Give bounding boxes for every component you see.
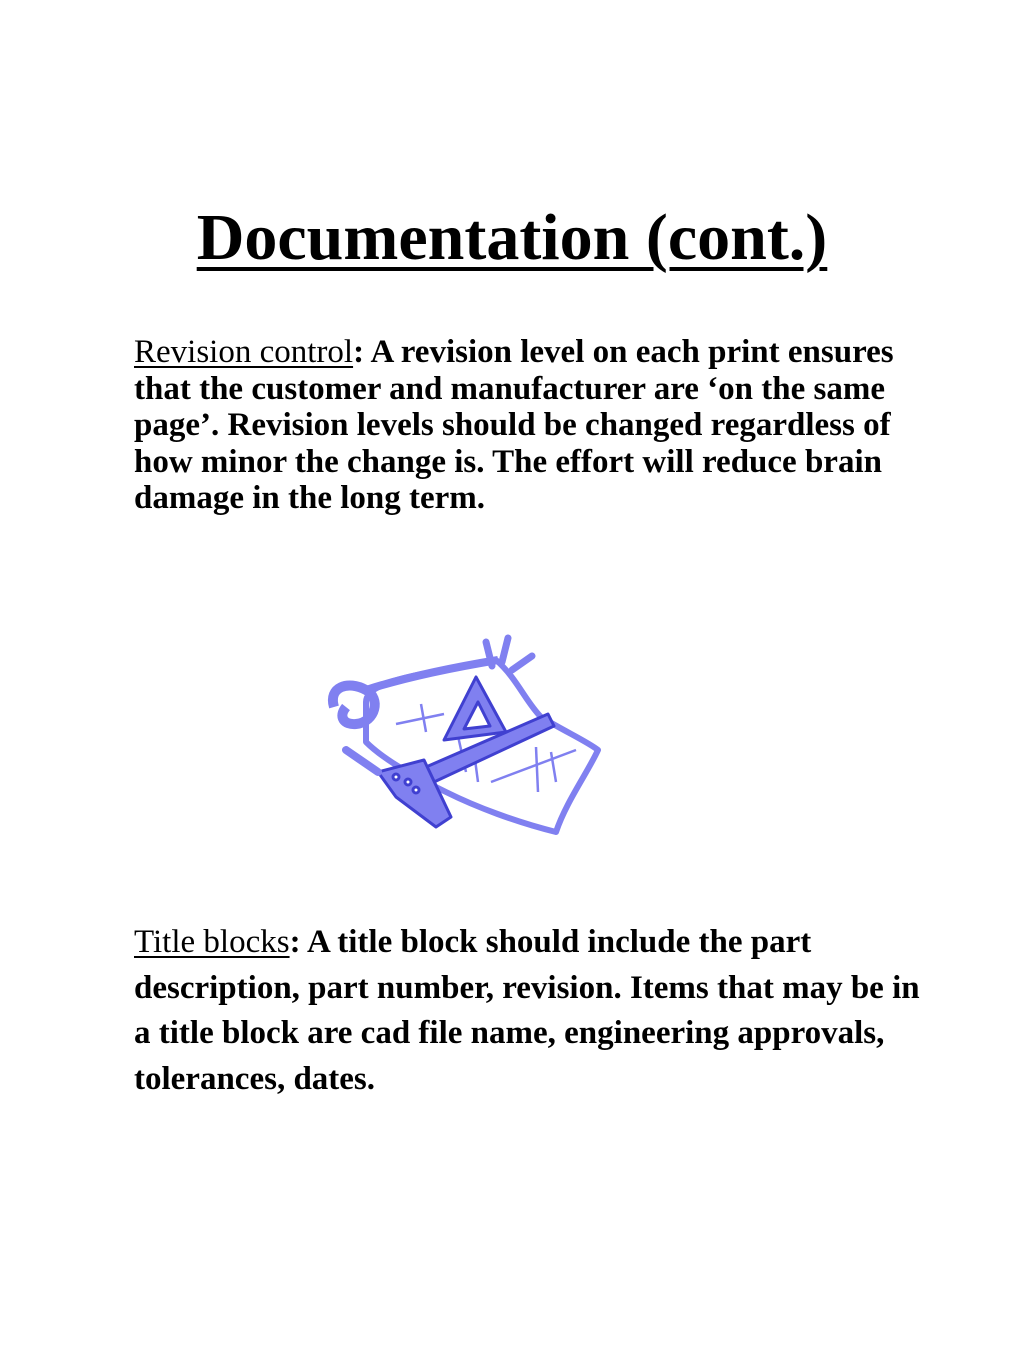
blueprint-drafting-tools-icon — [326, 632, 604, 842]
title-blocks-separator: : — [289, 924, 301, 960]
title-blocks-text: A title block should include the part description, part number, revision. Items that may be in a title block are cad file name, engineering approvals, tolerances, dates. — [134, 924, 920, 1097]
sparkle-lines — [486, 638, 532, 670]
title-blocks-term: Title blocks — [134, 924, 290, 960]
page-title — [0, 196, 1024, 280]
page-title-text: Documentation (cont.) — [196, 201, 828, 274]
title-blocks-paragraph — [134, 920, 934, 1102]
revision-control-term: Revision control — [134, 334, 354, 370]
revision-control-paragraph — [134, 334, 934, 517]
revision-control-text: A revision level on each print ensures that the customer and manufacturer are ‘on the same page’. Revision levels should be changed regardless of how minor the change is. The effort will reduce brain damage in the long term. — [134, 334, 894, 516]
revision-control-separator: : — [353, 334, 365, 370]
